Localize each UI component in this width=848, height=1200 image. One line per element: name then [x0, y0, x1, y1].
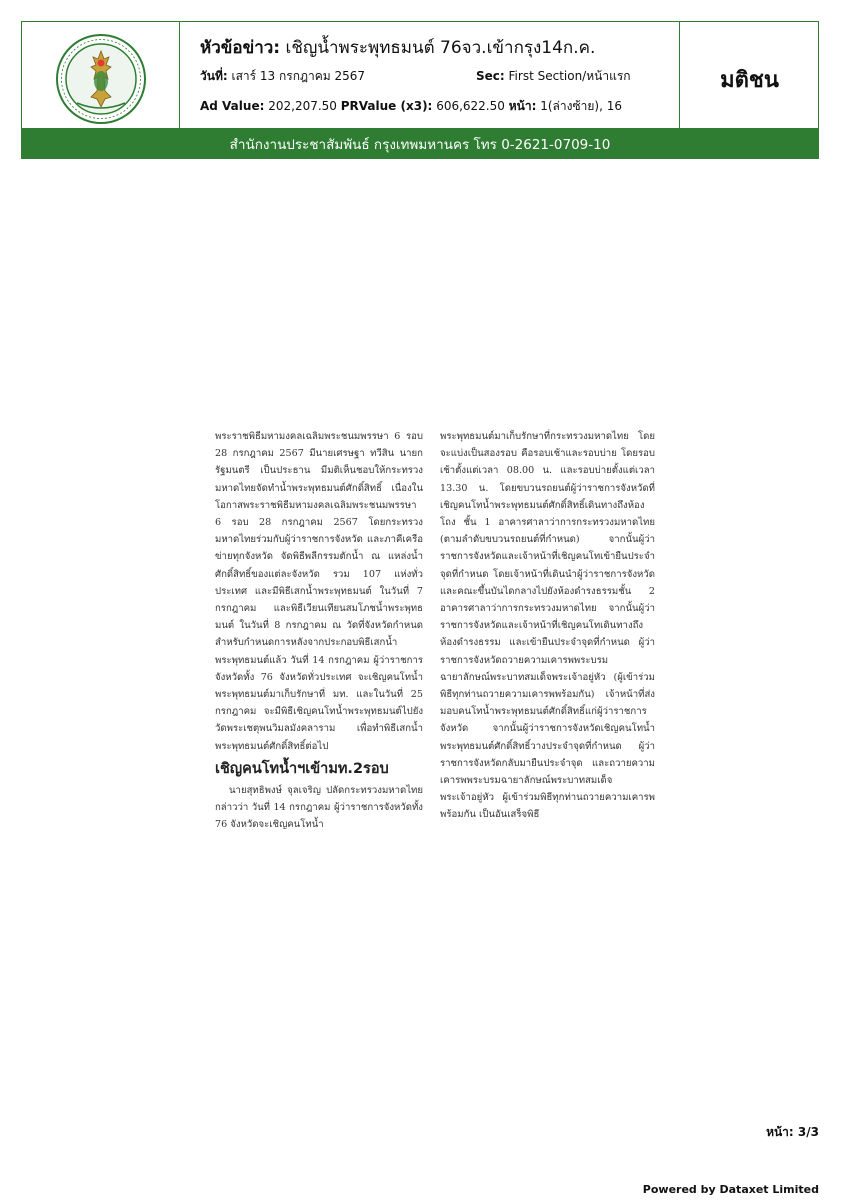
article-paragraph: นายสุทธิพงษ์ จุลเจริญ ปลัดกระทรวงมหาดไทย กล่าวว่า วันที่ 14 กรกฎาคม ผู้ว่าราชการจังหวัดทั้ง 76 จังหวัดจะเชิญคนโทน้ำ [215, 784, 423, 831]
bma-seal-icon [55, 33, 147, 125]
clipping-header [21, 21, 819, 137]
page-number [766, 1123, 819, 1142]
logo-cell [22, 22, 180, 136]
ad-value-label: Ad Value: [200, 99, 265, 113]
section-row [476, 67, 631, 86]
date-row [200, 67, 365, 86]
headline-text: เชิญน้ำพระพุทธมนต์ 76จว.เข้ากรุง14ก.ค. [285, 38, 596, 58]
prvalue: 606,622.50 [436, 99, 505, 113]
date-value: เสาร์ 13 กรกฎาคม 2567 [231, 69, 366, 83]
article-column-right [440, 428, 655, 824]
newspaper-brand: มติชน [720, 67, 779, 93]
page-label: หน้า: [508, 99, 537, 113]
headline-label: หัวข้อข่าว: [200, 38, 281, 58]
date-label: วันที่: [200, 69, 228, 83]
article-subheading: เชิญคนโทน้ำฯเข้ามท.2รอบ [215, 760, 389, 777]
article-paragraph: พระพุทธมนต์มาเก็บรักษาที่กระทรวงมหาดไทย โดยจะแบ่งเป็นสองรอบ คือรอบเช้าและรอบบ่าย โดยรอบเช้าตั้งแต่เวลา 08.00 น. และรอบบ่ายตั้งแต่เวลา 13.30 น. โดยขบวนรถยนต์ผู้ว่าราชการจังหวัดที่เชิญคนโทน้ำพระพุทธมนต์ศักดิ์สิทธิ์เดินทางถึงห้องโถง ชั้น 1 อาคารศาลาว่าการกระทรวงมหาดไทย (ตามลำดับขบวนรถยนต์ที่กำหนด) จากนั้นผู้ว่าราชการจังหวัดและเจ้าหน้าที่เชิญคนโทเข้ายืนประจำจุดที่กำหนด โดยเจ้าหน้าที่เดินนำผู้ว่าราชการจังหวัดและคณะขึ้นบันไดกลางไปยังห้องดำรงธรรมชั้น 2 อาคารศาลาว่าการกระทรวงมหาดไทย จากนั้นผู้ว่าราชการจังหวัดและเจ้าหน้าที่เชิญคนโทเดินทางถึงห้องดำรงธรรม และเข้ายืนประจำจุดที่กำหนด ผู้ว่าราชการจังหวัดถวายความเคารพพระบรมฉายาลักษณ์พระบาทสมเด็จพระเจ้าอยู่หัว (ผู้เข้าร่วมพิธีทุกท่านถวายความเคารพพร้อมกัน) เจ้าหน้าที่ส่งมอบคนโทน้ำพระพุทธมนต์ศักดิ์สิทธิ์แก่ผู้ว่าราชการจังหวัด จากนั้นผู้ว่าราชการจังหวัดเชิญคนโทน้ำพระพุทธมนต์ศักดิ์สิทธิ์วางประจำจุดที่กำหนด ผู้ว่าราชการจังหวัดกลับมายืนประจำจุด และถวายความเคารพพระบรมฉายาลักษณ์พระบาทสมเด็จพระเจ้าอยู่หัว ผู้เข้าร่วมพิธีทุกท่านถวายความเคารพพร้อมกัน เป็นอันเสร็จพิธี [440, 431, 655, 821]
powered-by: Powered by Dataxet Limited [642, 1183, 819, 1196]
agency-text: สำนักงานประชาสัมพันธ์ กรุงเทพมหานคร โทร 0-2621-0709-10 [229, 136, 611, 153]
agency-bar [21, 128, 819, 159]
page-value: 1(ล่างซ้าย), 16 [540, 99, 622, 113]
headline [200, 34, 595, 61]
article-column-left [215, 428, 423, 833]
prvalue-label: PRValue (x3): [340, 99, 433, 113]
sec-label: Sec: [476, 69, 505, 83]
info-cell [180, 22, 678, 136]
page-number-label: หน้า: [766, 1125, 794, 1139]
ad-value: 202,207.50 [268, 99, 337, 113]
sec-value: First Section/หน้าแรก [508, 69, 631, 83]
brand-cell [679, 22, 819, 136]
page-number-value: 3/3 [797, 1125, 819, 1139]
values-row [200, 97, 622, 116]
article-paragraph: พระราชพิธีมหามงคลเฉลิมพระชนมพรรษา 6 รอบ 28 กรกฎาคม 2567 มีนายเศรษฐา ทวีสิน นายกรัฐมนตรี เป็นประธาน มีมติเห็นชอบให้กระทรวงมหาดไทยจัดทำน้ำพระพุทธมนต์ศักดิ์สิทธิ์ เนื่องในโอกาสพระราชพิธีมหามงคลเฉลิมพระชนมพรรษา 6 รอบ 28 กรกฎาคม 2567 โดยกระทรวงมหาดไทยร่วมกับผู้ว่าราชการจังหวัด และภาคีเครือข่ายทุกจังหวัด จัดพิธีพลีกรรมตักน้ำ ณ แหล่งน้ำศักดิ์สิทธิ์ของแต่ละจังหวัด รวม 107 แห่งทั่วประเทศ และมีพิธีเสกน้ำพระพุทธมนต์ ในวันที่ 7 กรกฎาคม และพิธีเวียนเทียนสมโภชน้ำพระพุทธมนต์ ในวันที่ 8 กรกฎาคม ณ วัดที่จังหวัดกำหนดสำหรับกำหนดการหลังจากประกอบพิธีเสกน้ำพระพุทธมนต์แล้ว วันที่ 14 กรกฎาคม ผู้ว่าราชการจังหวัดทั้ง 76 จังหวัดทั่วประเทศ จะเชิญคนโทน้ำพระพุทธมนต์มาเก็บรักษาที่ มท. และในวันที่ 25 กรกฎาคม จะมีพิธีเชิญคนโทน้ำพระพุทธมนต์ไปยังวัดพระเชตุพนวิมลมังคลาราม เพื่อทำพิธีเสกน้ำพระพุทธมนต์ศักดิ์สิทธิ์ต่อไป [215, 431, 423, 752]
